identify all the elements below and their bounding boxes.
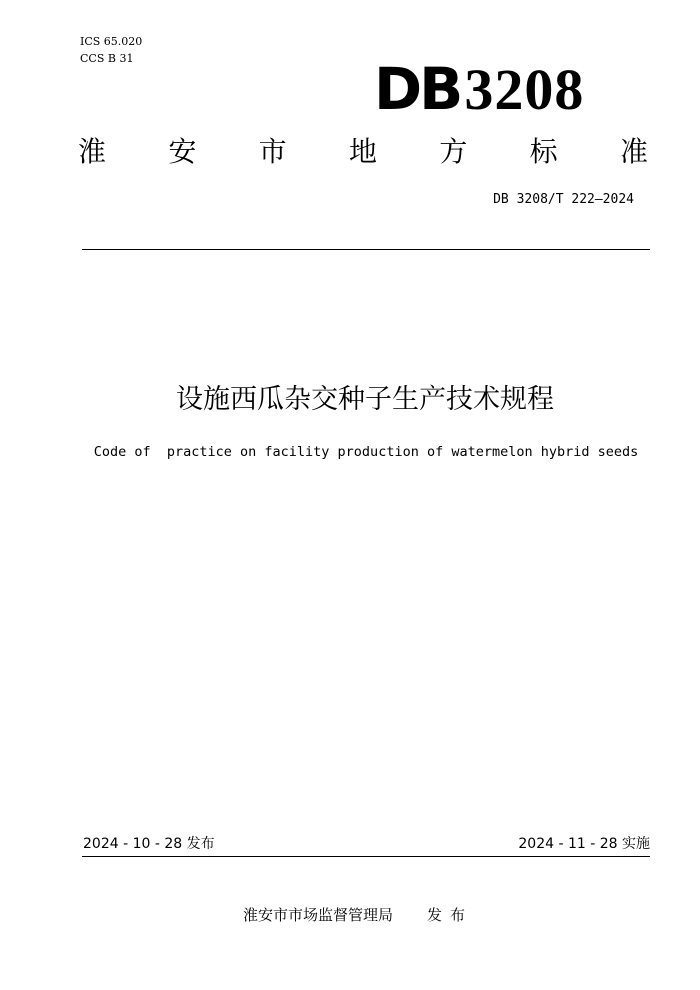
top-divider (82, 249, 650, 250)
implementation-date: 2024 - 11 - 28 实施 (518, 836, 650, 852)
standard-type-char: 标 (529, 135, 558, 168)
db-logo (374, 56, 584, 123)
publisher-name: 淮安市市场监督管理局 (242, 906, 393, 924)
standard-type-char: 市 (258, 135, 287, 168)
publisher-action: 发布 (427, 906, 474, 924)
standard-type-char: 准 (619, 135, 648, 168)
bottom-divider (82, 856, 650, 857)
publisher-line (0, 904, 700, 926)
ccs-code: CCS B 31 (80, 52, 134, 65)
ics-code: ICS 65.020 (80, 35, 143, 48)
standard-number: DB 3208/T 222—2024 (493, 192, 634, 207)
document-title-chinese: 设施西瓜杂交种子生产技术规程 (176, 384, 554, 415)
standard-type-heading (78, 132, 648, 172)
standard-type-char: 安 (168, 135, 197, 168)
issue-date: 2024 - 10 - 28 发布 (83, 836, 215, 852)
standard-type-char: 淮 (78, 135, 107, 168)
document-title-english: Code of practice on facility production of watermelon hybrid seeds (93, 444, 639, 460)
standard-type-char: 方 (439, 135, 468, 168)
standard-type-char: 地 (348, 135, 377, 168)
db-logo-letters: DB (374, 55, 461, 123)
db-logo-code: 3208 (464, 57, 585, 122)
